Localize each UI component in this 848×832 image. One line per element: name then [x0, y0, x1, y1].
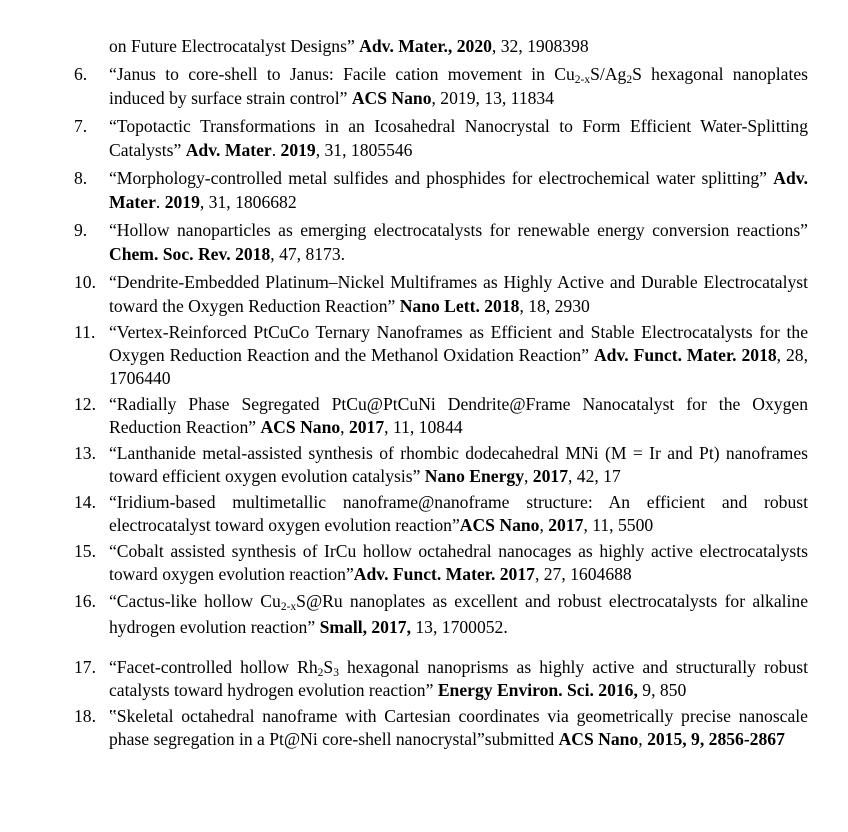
ref-title: “Lanthanide metal-assisted synthesis of rhombic dodecahedral MNi (M = Ir and Pt) nanoframes toward efficient oxygen evolution catalysis”	[109, 443, 808, 486]
ref-title: “Iridium-based multimetallic nanoframe@nanoframe structure: An efficient and robust electrocatalyst toward oxygen evolution reaction”	[109, 492, 808, 535]
ref-year: 2019	[280, 140, 316, 160]
ref-title: ‟Skeletal octahedral nanoframe with Cartesian coordinates via geometrically precise nanoscale phase segregation in a Pt@Ni core-shell nanocrystal”submitted	[109, 706, 808, 749]
ref-separator: ,	[340, 417, 349, 437]
ref-number: 10.	[74, 272, 96, 292]
ref-journal: Adv. Mater., 2020	[359, 36, 492, 56]
ref-journal: Small, 2017,	[319, 617, 411, 637]
subscript: 2	[317, 667, 324, 679]
ref-title: “Topotactic Transformations in an Icosahedral Nanocrystal to Form Efficient Water-Splitting Catalysts”	[109, 116, 808, 160]
ref-title: “Facet-controlled hollow Rh	[109, 657, 318, 677]
ref-journal: ACS Nano	[351, 88, 432, 108]
ref-year: 2017	[532, 466, 568, 486]
ref-title: “Morphology-controlled metal sulfides and phosphides for electrochemical water splitting”	[109, 168, 774, 188]
reference-14	[0, 491, 808, 537]
ref-separator: .	[155, 192, 165, 212]
ref-title: “Janus to core-shell to Janus: Facile cation movement in Cu	[109, 64, 575, 84]
ref-year: 2019	[164, 192, 200, 212]
ref-number: 11.	[74, 322, 96, 342]
ref-number: 13.	[74, 443, 96, 463]
ref-volume-pages: , 27, 1604688	[534, 564, 632, 584]
ref-volume-pages: , 9, 2856-2867	[682, 729, 785, 749]
ref-separator: .	[271, 140, 281, 160]
reference-16	[0, 588, 808, 640]
ref-number: 14.	[74, 492, 96, 512]
ref-number: 8.	[74, 168, 88, 188]
ref-title: “Hollow nanoparticles as emerging electrocatalysts for renewable energy conversion reactions”	[109, 220, 808, 240]
reference-9	[0, 218, 808, 266]
ref-volume-pages: , 42, 17	[567, 466, 621, 486]
ref-separator: ,	[524, 466, 533, 486]
ref-number: 6.	[74, 64, 88, 84]
reference-8	[0, 166, 808, 214]
ref-journal: ACS Nano	[260, 417, 341, 437]
ref-separator: ,	[638, 729, 648, 749]
ref-volume-pages: 13, 1700052.	[410, 617, 508, 637]
ref-volume-pages: , 47, 8173.	[270, 244, 346, 264]
ref-title: S	[323, 657, 334, 677]
ref-year: 2017	[548, 515, 584, 535]
ref-journal: Chem. Soc. Rev. 2018	[109, 244, 271, 264]
reference-10	[0, 270, 808, 318]
ref-title: S hexagonal nanoplates induced by surface strain control”	[109, 64, 809, 108]
ref-journal: Energy Environ. Sci. 2016,	[437, 680, 638, 700]
ref-number: 18.	[74, 706, 96, 726]
ref-volume-pages: , 13, 11834	[475, 88, 555, 108]
reference-15	[0, 540, 808, 586]
ref-year: , 2019	[431, 88, 476, 108]
ref-journal: Nano Energy	[424, 466, 524, 486]
ref-journal: Nano Lett. 2018	[399, 296, 520, 316]
ref-title: S@Ru nanoplates as excellent and robust electrocatalysts for alkaline hydrogen evolution reaction”	[109, 591, 809, 637]
ref-journal: Adv. Mater	[109, 168, 808, 212]
subscript: 3	[333, 667, 339, 679]
ref-year: 2015	[647, 729, 683, 749]
reference-6	[0, 62, 808, 110]
ref-journal: ACS Nano	[558, 729, 639, 749]
reference-18	[0, 705, 808, 751]
reference-11	[0, 321, 808, 390]
ref-number: 9.	[74, 220, 88, 240]
ref-volume-pages: 9, 850	[637, 680, 687, 700]
ref-volume-pages: , 11, 5500	[583, 515, 654, 535]
ref-number: 7.	[74, 116, 88, 136]
subscript: 2-x	[280, 601, 297, 613]
ref-title: “Cobalt assisted synthesis of IrCu hollow octahedral nanocages as highly active electrocatalysts toward oxygen evolution reaction”	[109, 541, 808, 584]
reference-5-continuation	[0, 34, 808, 58]
ref-volume-pages: , 31, 1805546	[315, 140, 413, 160]
ref-volume-pages: , 32, 1908398	[491, 36, 589, 56]
ref-title: hexagonal nanoprisms as highly active and structurally robust catalysts toward hydrogen evolution reaction”	[109, 657, 808, 700]
ref-journal: Adv. Mater	[185, 140, 272, 160]
ref-title: S/Ag	[590, 64, 627, 84]
reference-13	[0, 442, 808, 488]
ref-title: “Vertex-Reinforced PtCuCo Ternary Nanoframes as Efficient and Stable Electrocatalysts for the Oxygen Reduction Reaction and the Methanol Oxidation Reaction”	[109, 322, 808, 365]
ref-volume-pages: , 18, 2930	[519, 296, 590, 316]
ref-journal: Adv. Funct. Mater. 2017	[353, 564, 535, 584]
subscript: 2	[626, 74, 633, 86]
ref-title: “Radially Phase Segregated PtCu@PtCuNi Dendrite@Frame Nanocatalyst for the Oxygen Reduction Reaction”	[109, 394, 808, 437]
ref-title: “Dendrite-Embedded Platinum–Nickel Multiframes as Highly Active and Durable Electrocatalyst toward the Oxygen Reduction Reaction”	[109, 272, 808, 316]
ref-journal: Adv. Funct. Mater. 2018	[593, 345, 777, 365]
ref-number: 12.	[74, 394, 96, 414]
ref-number: 16.	[74, 591, 96, 611]
ref-number: 17.	[74, 657, 96, 677]
ref-volume-pages: , 31, 1806682	[199, 192, 297, 212]
reference-7	[0, 114, 808, 162]
ref-separator: ,	[539, 515, 549, 535]
ref-year: 2017	[348, 417, 385, 437]
subscript: 2-x	[574, 74, 591, 86]
reference-17	[0, 656, 808, 702]
ref-title: “Cactus-like hollow Cu	[109, 591, 281, 611]
reference-12	[0, 393, 808, 439]
ref-volume-pages: , 11, 10844	[384, 417, 463, 437]
ref-title: on Future Electrocatalyst Designs”	[109, 36, 360, 56]
ref-volume-pages: , 28, 1706440	[109, 345, 808, 388]
ref-journal: ACS Nano	[459, 515, 540, 535]
ref-number: 15.	[74, 541, 96, 561]
